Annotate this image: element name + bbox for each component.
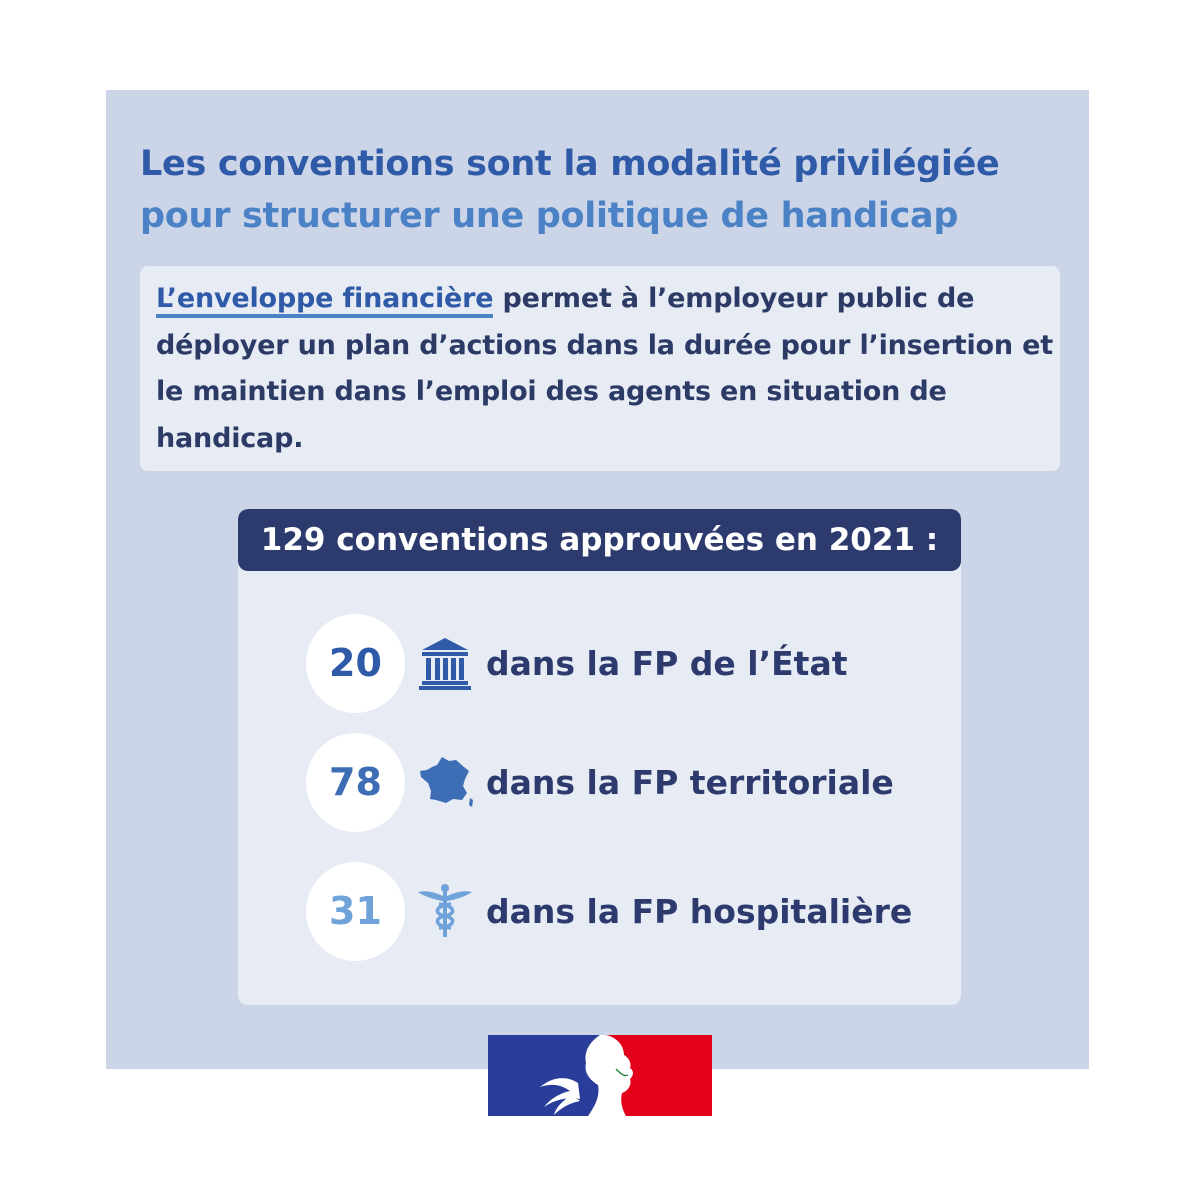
info-paragraph xyxy=(156,276,1056,462)
page-title xyxy=(140,138,1080,242)
republique-francaise-logo xyxy=(488,1035,712,1116)
stat-value-circle: 20 xyxy=(306,614,405,713)
stat-label: dans la FP territoriale xyxy=(486,763,894,802)
stat-row-hospitaliere xyxy=(238,862,961,952)
info-text: permet à l’employeur public de déployer un plan d’actions dans la durée pour l’insertion et le maintien dans l’emploi des agents en situation de handicap. xyxy=(156,283,1053,454)
caduceus-icon xyxy=(416,882,474,940)
stat-value-circle: 78 xyxy=(306,733,405,832)
title-line-1: Les conventions sont la modalité privilégiée xyxy=(140,144,1000,184)
stat-label: dans la FP hospitalière xyxy=(486,892,913,931)
info-box xyxy=(140,266,1060,471)
stats-card xyxy=(238,509,961,1005)
info-highlight: L’enveloppe financière xyxy=(156,283,493,318)
stat-value-circle: 31 xyxy=(306,862,405,961)
stat-row-territoriale xyxy=(238,733,961,823)
government-building-icon xyxy=(416,634,474,692)
title-line-2: pour structurer une politique de handicap xyxy=(140,196,959,236)
stat-label: dans la FP de l’État xyxy=(486,644,848,683)
france-map-icon xyxy=(416,753,474,811)
stat-row-etat xyxy=(238,614,961,704)
stats-header: 129 conventions approuvées en 2021 : xyxy=(238,509,961,571)
